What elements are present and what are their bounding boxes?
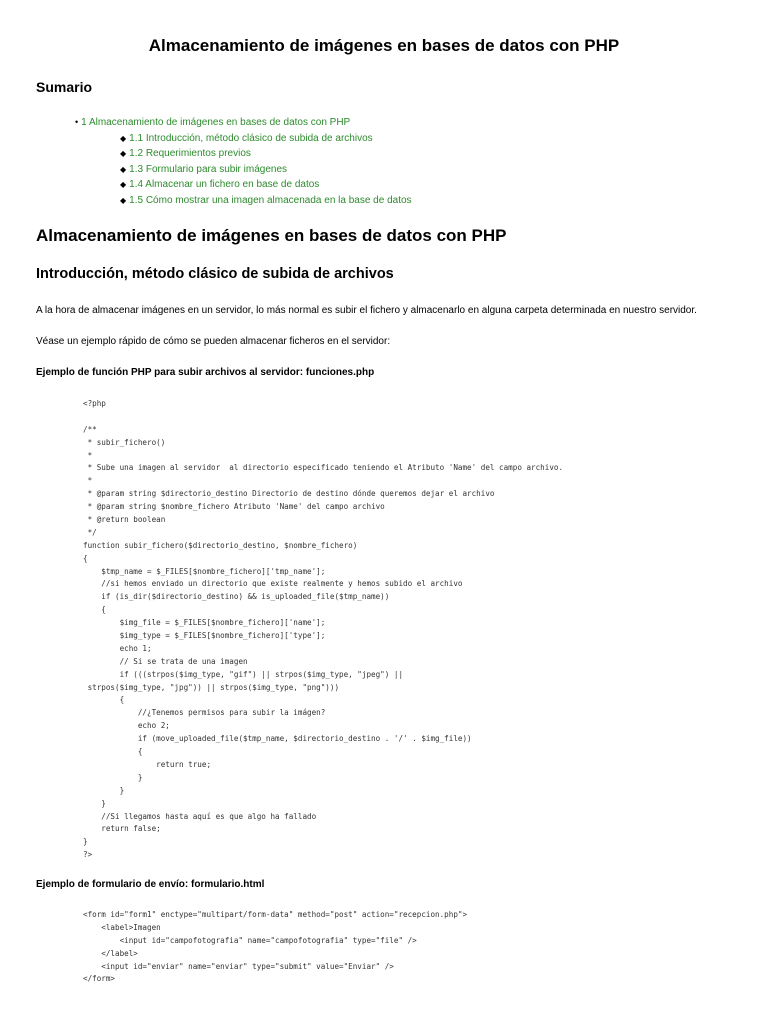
code-line: <form id="form1" enctype="multipart/form-data" method="post" action="recepcion.php"> (83, 910, 468, 919)
table-of-contents (0, 115, 768, 208)
toc-link-section-1-4[interactable]: 1.4 Almacenar un fichero en base de datos (129, 179, 320, 190)
code-line: if (is_dir($directorio_destino) && is_uploaded_file($tmp_name)) (83, 592, 390, 602)
code-line: <input id="campofotografia" name="campofotografia" type="file" /> (83, 935, 417, 945)
code-line: return true; (83, 759, 212, 769)
code-line: */ (83, 527, 97, 537)
toc-link-section-1[interactable]: 1 Almacenamiento de imágenes en bases de datos con PHP (81, 117, 351, 128)
section-heading: Almacenamiento de imágenes en bases de datos con PHP (36, 226, 507, 245)
toc-item (0, 131, 768, 147)
code-line: * @param string $directorio_destino Directorio de destino dónde queremos dejar el archivo (83, 489, 495, 499)
code-line: * subir_fichero() (83, 437, 166, 447)
code-line: /** (83, 424, 97, 434)
code-line: * @return boolean (83, 515, 166, 525)
code-line: $tmp_name = $_FILES[$nombre_fichero]['tmp_name']; (83, 566, 326, 576)
code-line: </label> (83, 948, 138, 958)
toc-item (0, 193, 768, 209)
code-line: //si hemos enviado un directorio que existe realmente y hemos subido el archivo (83, 579, 463, 589)
toc-link-section-1-3[interactable]: 1.3 Formulario para subir imágenes (129, 163, 288, 175)
code-line: echo 2; (83, 721, 170, 731)
code-line: $img_file = $_FILES[$nombre_fichero]['name']; (83, 618, 326, 628)
code-line: if (move_uploaded_file($tmp_name, $directorio_destino . '/' . $img_file)) (83, 734, 472, 744)
diamond-bullet-icon: ◆ (120, 180, 127, 189)
code-line: { (83, 553, 88, 563)
code-line: } (83, 772, 143, 782)
toc-item (0, 115, 768, 131)
code-line: </form> (83, 974, 116, 984)
diamond-bullet-icon: ◆ (120, 133, 127, 143)
code-line: echo 1; (83, 643, 152, 653)
code-line: } (83, 798, 106, 808)
code-line: * (83, 476, 93, 486)
toc-link-section-1-5[interactable]: 1.5 Cómo mostrar una imagen almacenada en la base de datos (129, 194, 412, 206)
code-line: strpos($img_type, "jpg")) || strpos($img_type, "png"))) (83, 682, 340, 692)
example-heading-php: Ejemplo de función PHP para subir archivos al servidor: funciones.php (36, 367, 375, 378)
example-intro-paragraph: Véase un ejemplo rápido de cómo se pueden almacenar ficheros en el servidor: (36, 336, 391, 347)
code-line: <input id="enviar" name="enviar" type="submit" value="Enviar" /> (83, 961, 394, 971)
sumario-heading: Sumario (36, 79, 93, 95)
code-line: <label>Imagen (83, 922, 161, 932)
code-line: { (83, 747, 143, 757)
toc-item (0, 177, 768, 193)
code-block-html (83, 909, 467, 986)
page-title: Almacenamiento de imágenes en bases de datos con PHP (148, 36, 620, 55)
code-line: <?php (83, 399, 106, 408)
toc-item (0, 146, 768, 162)
subsection-heading: Introducción, método clásico de subida de archivos (36, 266, 394, 282)
code-line: if (((strpos($img_type, "gif") || strpos($img_type, "jpeg") || (83, 669, 404, 679)
diamond-bullet-icon: ◆ (120, 195, 127, 205)
code-line (83, 411, 563, 424)
code-line: function subir_fichero($directorio_destino, $nombre_fichero) (83, 540, 358, 550)
intro-paragraph: A la hora de almacenar imágenes en un servidor, lo más normal es subir el fichero y almacenarlo en alguna carpeta determinada en nuestro servidor. (36, 305, 697, 316)
diamond-bullet-icon: ◆ (120, 164, 127, 174)
code-line: ?> (83, 850, 93, 860)
example-heading-html: Ejemplo de formulario de envío: formulario.html (36, 879, 265, 890)
toc-link-section-1-1[interactable]: 1.1 Introducción, método clásico de subida de archivos (129, 132, 373, 144)
toc-item (0, 162, 768, 178)
code-block-php (83, 398, 563, 862)
code-line: } (83, 837, 88, 847)
code-line: $img_type = $_FILES[$nombre_fichero]['type']; (83, 631, 326, 641)
bullet-icon: • (75, 117, 79, 127)
code-line: return false; (83, 824, 161, 834)
toc-link-section-1-2[interactable]: 1.2 Requerimientos previos (129, 148, 251, 159)
code-line: { (83, 695, 125, 705)
code-line: //¿Tenemos permisos para subir la imágen? (83, 708, 326, 718)
code-line: //Si llegamos hasta aquí es que algo ha fallado (83, 811, 317, 821)
code-line: // Si se trata de una imagen (83, 656, 248, 666)
code-line: } (83, 785, 125, 795)
diamond-bullet-icon: ◆ (120, 149, 127, 158)
code-line: * (83, 450, 93, 460)
code-line: { (83, 605, 106, 615)
code-line: * Sube una imagen al servidor al directorio especificado teniendo el Atributo 'Name' del campo archivo. (83, 463, 564, 473)
code-line: * @param string $nombre_fichero Atributo 'Name' del campo archivo (83, 502, 385, 512)
